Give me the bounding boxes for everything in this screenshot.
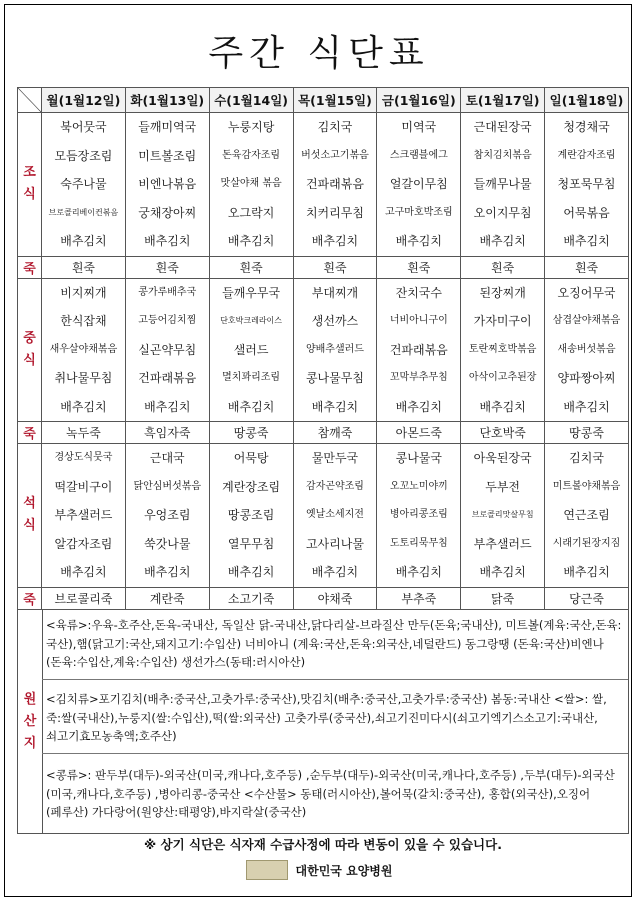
dinner-row <box>18 444 629 588</box>
menu-item: 콩나물국 <box>395 451 442 465</box>
menu-item: 들깨우무국 <box>222 285 281 300</box>
menu-item: 건파래볶음 <box>389 342 448 357</box>
origin-meat: <육류>:우육-호주산,돈육-국내산, 독일산 닭-국내산,닭다리살-브라질산 만두(돈육;국내산), 미트볼(계육:국산,돈육:국산),햄(닭고기:국산,돼지고기:수입산) 너비아니 (계육:국산,돈육:외국산,네덜란드) 동그랑땡 (돈육:국산)비엔나(돈육:수입산,계육:수입산) 생선가스(동태:러시아산) <box>42 614 628 680</box>
menu-item: 닭안심버섯볶음 <box>133 480 202 492</box>
menu-item: 버섯소고기볶음 <box>301 149 369 161</box>
day-header: 월(1월12일) <box>42 88 126 113</box>
menu-item: 궁채장아찌 <box>138 205 197 220</box>
menu-item: 오꼬노미야끼 <box>389 480 448 492</box>
menu-item: 청포묵무침 <box>557 177 616 191</box>
menu-item: 어묵볶음 <box>563 205 610 220</box>
day-header: 금(1월16일) <box>377 88 461 113</box>
day-header: 수(1월14일) <box>209 88 293 113</box>
menu-item: 우엉조림 <box>144 508 191 522</box>
juk-label: 죽 <box>18 587 42 609</box>
menu-item: 미트볼야채볶음 <box>552 480 621 492</box>
dinner-day-cell <box>209 444 293 588</box>
menu-item: 배추김치 <box>311 399 359 414</box>
menu-item: 부대찌개 <box>311 285 359 300</box>
menu-item: 가자미구이 <box>473 314 532 328</box>
menu-page <box>4 4 632 897</box>
lunch-day-cell <box>377 278 461 422</box>
menu-item: 시래기된장지짐 <box>552 537 621 549</box>
menu-item: 비엔나볶음 <box>138 177 197 191</box>
menu-item: 잔치국수 <box>395 285 442 300</box>
menu-item: 배추김치 <box>563 399 610 414</box>
lunch-day-cell <box>125 278 209 422</box>
menu-item: 양파짱아찌 <box>557 371 616 385</box>
meal-label-char: 식 <box>23 187 36 203</box>
breakfast-day-cell <box>377 113 461 257</box>
juk-item: 흰죽 <box>209 256 293 278</box>
dinner-day-cell <box>461 444 545 588</box>
juk-item: 아몬드죽 <box>377 422 461 444</box>
lunch-row <box>18 278 629 422</box>
juk-item: 흰죽 <box>42 256 126 278</box>
juk-item: 소고기죽 <box>209 587 293 609</box>
menu-item: 배추김치 <box>311 565 359 579</box>
meal-label-char: 석 <box>23 496 36 512</box>
juk-item: 브로콜리죽 <box>42 587 126 609</box>
weekly-menu-table <box>17 87 629 610</box>
menu-item: 병아리콩조림 <box>389 509 448 520</box>
breakfast-juk-row <box>18 256 629 278</box>
dinner-label <box>18 444 42 588</box>
dinner-day-cell <box>293 444 377 588</box>
footer <box>5 857 633 883</box>
menu-item: 배추김치 <box>60 399 107 414</box>
juk-item: 흰죽 <box>377 256 461 278</box>
origin-body <box>42 610 628 833</box>
menu-item: 미역국 <box>401 120 437 134</box>
menu-item: 북어뭇국 <box>60 120 107 134</box>
menu-item: 계란장조림 <box>222 479 281 494</box>
juk-item: 흰죽 <box>545 256 629 278</box>
origin-label-char: 지 <box>23 735 37 751</box>
menu-item: 배추김치 <box>144 565 191 579</box>
menu-item: 배추김치 <box>311 234 359 248</box>
menu-item: 치커리무침 <box>305 205 364 220</box>
breakfast-day-cell <box>293 113 377 257</box>
menu-item: 얼갈이무침 <box>389 177 448 191</box>
menu-item: 고등어김치찜 <box>138 315 197 326</box>
menu-item: 브로콜리베이컨볶음 <box>48 207 119 217</box>
menu-item: 아삭이고추된장 <box>468 372 537 383</box>
lunch-label <box>18 278 42 422</box>
menu-item: 고구마호박조림 <box>384 206 453 218</box>
menu-item: 어묵탕 <box>233 451 269 465</box>
breakfast-day-cell <box>209 113 293 257</box>
origin-label-char: 원 <box>23 691 37 707</box>
lunch-day-cell <box>209 278 293 422</box>
menu-item: 배추김치 <box>227 234 275 248</box>
page-title: 주간 식단표 <box>208 33 430 74</box>
menu-item: 숙주나물 <box>60 177 107 191</box>
breakfast-day-cell <box>42 113 126 257</box>
menu-item: 맛살야채 볶음 <box>220 178 282 189</box>
menu-item: 미트볼조림 <box>138 148 197 163</box>
menu-item: 오징어무국 <box>557 285 616 300</box>
menu-item: 두부전 <box>485 479 521 494</box>
lunch-day-cell <box>545 278 629 422</box>
menu-item: 배추김치 <box>395 234 442 248</box>
menu-item: 배추김치 <box>60 234 107 248</box>
breakfast-day-cell <box>545 113 629 257</box>
menu-item: 근대국 <box>149 451 185 465</box>
juk-item: 참깨죽 <box>293 422 377 444</box>
juk-item: 계란죽 <box>125 587 209 609</box>
menu-item: 모듬장조림 <box>54 148 113 163</box>
menu-item: 땅콩조림 <box>227 508 275 522</box>
menu-item: 부추샐러드 <box>473 536 532 551</box>
breakfast-day-cell <box>461 113 545 257</box>
menu-item: 한식잡채 <box>60 314 107 328</box>
menu-item: 청경채국 <box>563 120 610 134</box>
day-header: 일(1월18일) <box>545 88 629 113</box>
menu-item: 배추김치 <box>395 399 442 414</box>
menu-item: 부추샐러드 <box>54 508 113 522</box>
menu-item: 양배추샐러드 <box>305 343 364 355</box>
menu-item: 취나물무침 <box>54 371 113 385</box>
day-header: 화(1월13일) <box>125 88 209 113</box>
juk-item: 단호박죽 <box>461 422 545 444</box>
menu-item: 건파래볶음 <box>138 371 197 385</box>
dinner-day-cell <box>377 444 461 588</box>
menu-item: 물만두국 <box>311 451 359 465</box>
menu-item: 배추김치 <box>563 234 610 248</box>
menu-item: 너비아니구이 <box>389 315 448 326</box>
menu-item: 토란찌호박볶음 <box>468 343 537 355</box>
juk-item: 흑임자죽 <box>125 422 209 444</box>
juk-item: 야채죽 <box>293 587 377 609</box>
menu-item: 옛날소세지전 <box>305 509 364 520</box>
menu-item: 감자곤약조림 <box>305 480 364 492</box>
juk-item: 녹두죽 <box>42 422 126 444</box>
menu-item: 된장찌개 <box>479 285 526 300</box>
hospital-name: 대한민국 요양병원 <box>295 863 393 878</box>
origin-beans-seafood: <콩류>: 판두부(대두)-외국산(미국,캐나다,호주등) ,순두부(대두)-외국산(미국,캐나다,호주등) ,두부(대두)-외국산(미국,캐나다,호주등) ,병아리콩-중국산 <수산물> 동태(러시아산),볼어묵(갈치:중국산), 홍합(외국산),오징어(페루산) 가다랑어(원양산:태평양),바지락살(중국산) <box>46 768 615 819</box>
juk-item: 부추죽 <box>377 587 461 609</box>
menu-item: 새우살야채볶음 <box>49 343 118 355</box>
meal-label-char: 식 <box>23 518 36 534</box>
juk-item: 닭죽 <box>461 587 545 609</box>
menu-item: 콩가루배추국 <box>138 286 197 298</box>
menu-item: 열무무침 <box>227 536 275 551</box>
menu-item: 계란감자조림 <box>557 149 616 161</box>
dinner-day-cell <box>125 444 209 588</box>
menu-item: 생선까스 <box>311 314 359 328</box>
breakfast-row <box>18 113 629 257</box>
menu-item: 배추김치 <box>395 565 442 579</box>
juk-label: 죽 <box>18 256 42 278</box>
menu-item: 누룽지탕 <box>227 120 275 134</box>
corner-cell <box>18 88 42 113</box>
menu-item: 건파래볶음 <box>305 177 364 191</box>
origin-section <box>17 609 629 834</box>
menu-item: 스크램블에그 <box>389 149 448 161</box>
menu-item: 연근조림 <box>563 508 610 522</box>
juk-item: 땅콩죽 <box>209 422 293 444</box>
menu-item: 단호박크레라이스 <box>220 316 283 325</box>
menu-item: 아욱된장국 <box>473 451 532 465</box>
hospital-logo <box>246 860 288 880</box>
menu-item: 배추김치 <box>60 565 107 579</box>
menu-item: 들깨미역국 <box>138 120 197 134</box>
menu-item: 경상도식뭇국 <box>54 452 113 463</box>
dinner-juk-row <box>18 587 629 609</box>
menu-item: 꼬막부추무침 <box>389 372 448 383</box>
breakfast-day-cell <box>125 113 209 257</box>
menu-item: 샐러드 <box>233 342 269 357</box>
lunch-day-cell <box>293 278 377 422</box>
menu-item: 도토리묵무침 <box>389 537 448 549</box>
origin-kimchi-rice: <김치류>포기김치(배추:중국산,고춧가루:중국산),맛김치(배추:중국산,고춧가루:중국산) 봄동:국내산 <쌀>: 쌀, 죽:쌀(국내산),누룽지(쌀:수입산),떡(쌀:외국산) 고춧가루(중국산),쇠고기진미다시(쇠고기엑기스소고기:국내산,쇠고기효모농축액;호주산) <box>42 688 628 754</box>
menu-item: 참치김치볶음 <box>473 149 532 161</box>
menu-item: 들깨무나물 <box>473 177 532 191</box>
day-header-row <box>18 88 629 113</box>
menu-item: 알감자조림 <box>54 536 113 551</box>
juk-item: 흰죽 <box>293 256 377 278</box>
juk-item: 흰죽 <box>461 256 545 278</box>
menu-item: 김치국 <box>317 120 353 134</box>
menu-item: 고사리나물 <box>305 536 364 551</box>
dinner-day-cell <box>42 444 126 588</box>
menu-item: 배추김치 <box>144 234 191 248</box>
menu-item: 김치국 <box>569 451 604 465</box>
menu-item: 떡갈비구이 <box>54 479 113 494</box>
menu-item: 배추김치 <box>479 234 526 248</box>
menu-item: 근대된장국 <box>473 120 532 134</box>
menu-item: 배추김치 <box>227 565 275 579</box>
origin-label <box>18 610 43 833</box>
juk-item: 흰죽 <box>125 256 209 278</box>
dinner-day-cell <box>545 444 629 588</box>
menu-item: 비지찌개 <box>60 285 107 300</box>
meal-label-char: 식 <box>23 352 36 368</box>
menu-item: 멸치꽈리조림 <box>222 372 281 383</box>
menu-item: 오이지무침 <box>473 205 532 220</box>
menu-item: 쑥갓나물 <box>144 536 191 551</box>
lunch-juk-row <box>18 422 629 444</box>
menu-item: 배추김치 <box>563 565 610 579</box>
lunch-day-cell <box>42 278 126 422</box>
menu-item: 새송버섯볶음 <box>557 343 616 355</box>
menu-item: 배추김치 <box>144 399 191 414</box>
menu-item: 배추김치 <box>227 399 275 414</box>
menu-item: 오그락지 <box>227 205 275 220</box>
day-header: 토(1월17일) <box>461 88 545 113</box>
breakfast-label <box>18 113 42 257</box>
menu-item: 삼겹살야채볶음 <box>552 315 621 326</box>
notice-text: ※ 상기 식단은 식자재 수급사정에 따라 변동이 있을 수 있습니다. <box>144 837 502 852</box>
day-header: 목(1월15일) <box>293 88 377 113</box>
menu-item: 콩나물무침 <box>305 371 364 385</box>
juk-item: 당근죽 <box>545 587 629 609</box>
juk-label: 죽 <box>18 422 42 444</box>
menu-item: 배추김치 <box>479 399 526 414</box>
menu-item: 실곤약무침 <box>138 342 197 357</box>
menu-item: 배추김치 <box>479 565 526 579</box>
meal-label-char: 조 <box>23 165 36 181</box>
origin-label-char: 산 <box>23 713 37 729</box>
menu-item: 돈육감자조림 <box>222 149 281 161</box>
meal-label-char: 중 <box>23 330 36 346</box>
menu-item: 브로콜리맛살무침 <box>471 510 534 519</box>
lunch-day-cell <box>461 278 545 422</box>
juk-item: 땅콩죽 <box>545 422 629 444</box>
